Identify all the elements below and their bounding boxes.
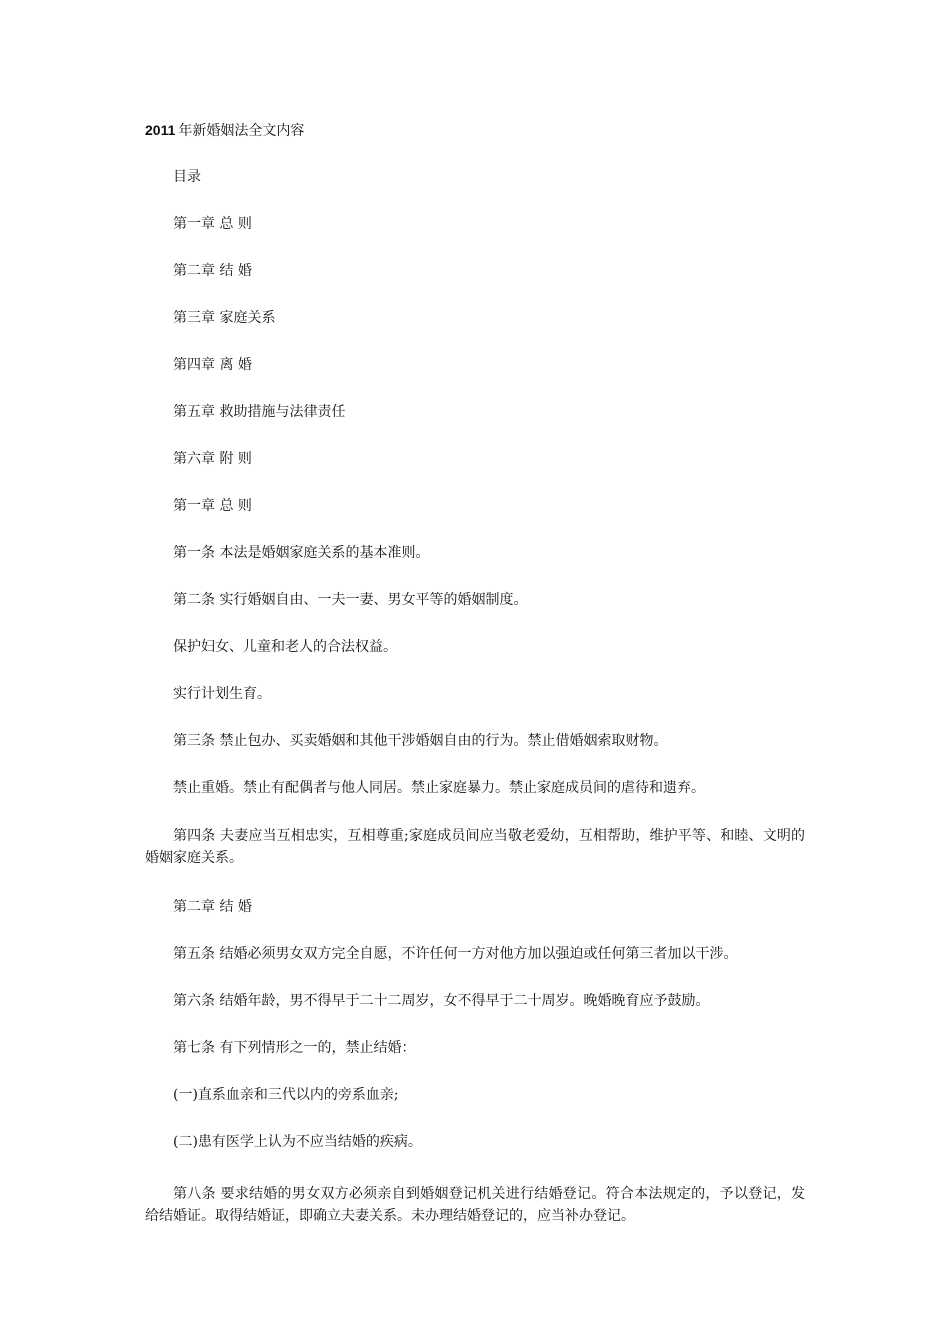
toc-item-chapter-4: 第四章 离 婚 bbox=[173, 357, 252, 373]
article-item: (二)患有医学上认为不应当结婚的疾病。 bbox=[173, 1134, 422, 1150]
article-paragraph: 第八条 要求结婚的男女双方必须亲自到婚姻登记机关进行结婚登记。符合本法规定的，予以登记，发给结婚证。取得结婚证，即确立夫妻关系。未办理结婚登记的，应当补办登记。 bbox=[145, 1186, 805, 1224]
toc-item-chapter-1: 第一章 总 则 bbox=[173, 216, 252, 232]
document-title bbox=[145, 120, 304, 141]
article-paragraph: 第七条 有下列情形之一的，禁止结婚： bbox=[173, 1040, 416, 1056]
toc-item-chapter-2: 第二章 结 婚 bbox=[173, 263, 252, 279]
article-paragraph: 保护妇女、儿童和老人的合法权益。 bbox=[173, 639, 397, 655]
chapter-heading: 第二章 结 婚 bbox=[173, 899, 252, 915]
toc-item-chapter-3: 第三章 家庭关系 bbox=[173, 310, 276, 326]
title-text: 年新婚姻法全文内容 bbox=[178, 123, 305, 139]
chapter-heading: 第一章 总 则 bbox=[173, 498, 252, 514]
toc-heading: 目录 bbox=[173, 169, 201, 185]
title-year: 2011 bbox=[145, 122, 176, 138]
article-paragraph: 第六条 结婚年龄，男不得早于二十二周岁，女不得早于二十周岁。晚婚晚育应予鼓励。 bbox=[173, 993, 710, 1009]
article-paragraph: 第一条 本法是婚姻家庭关系的基本准则。 bbox=[173, 545, 430, 561]
article-paragraph: 实行计划生育。 bbox=[173, 686, 271, 702]
toc-item-chapter-6: 第六章 附 则 bbox=[173, 451, 252, 467]
toc-item-chapter-5: 第五章 救助措施与法律责任 bbox=[173, 404, 346, 420]
article-paragraph: 第四条 夫妻应当互相忠实，互相尊重;家庭成员间应当敬老爱幼，互相帮助，维护平等、和睦、文明的婚姻家庭关系。 bbox=[145, 828, 805, 866]
article-paragraph: 禁止重婚。禁止有配偶者与他人同居。禁止家庭暴力。禁止家庭成员间的虐待和遗弃。 bbox=[173, 780, 705, 796]
article-paragraph: 第三条 禁止包办、买卖婚姻和其他干涉婚姻自由的行为。禁止借婚姻索取财物。 bbox=[173, 733, 668, 749]
article-paragraph: 第二条 实行婚姻自由、一夫一妻、男女平等的婚姻制度。 bbox=[173, 592, 528, 608]
article-item: (一)直系血亲和三代以内的旁系血亲; bbox=[173, 1087, 399, 1103]
article-paragraph: 第五条 结婚必须男女双方完全自愿，不许任何一方对他方加以强迫或任何第三者加以干涉。 bbox=[173, 946, 738, 962]
